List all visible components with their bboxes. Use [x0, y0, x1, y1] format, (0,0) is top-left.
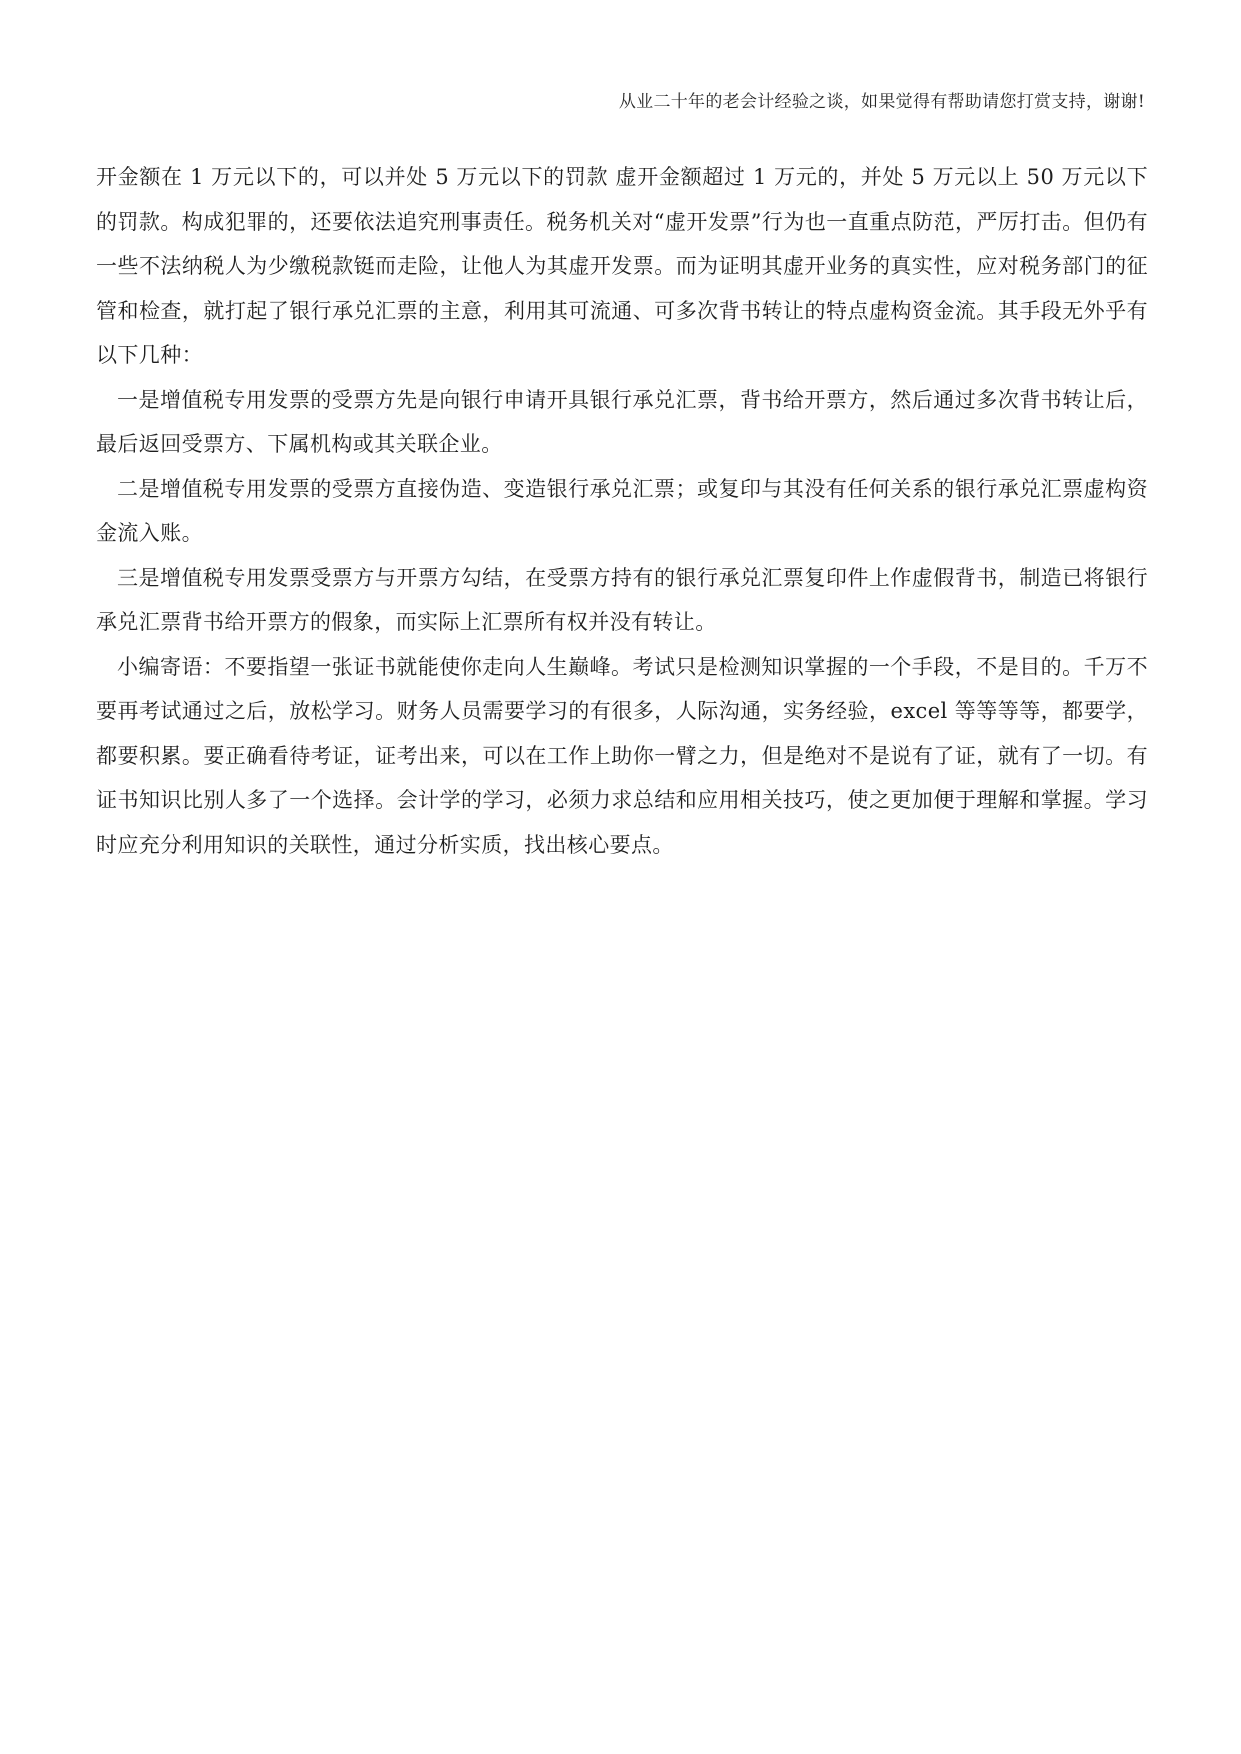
paragraph-method-three: 三是增值税专用发票受票方与开票方勾结，在受票方持有的银行承兑汇票复印件上作虚假背书，制造已将银行承兑汇票背书给开票方的假象，而实际上汇票所有权并没有转让。 — [96, 565, 1148, 634]
document-body — [96, 155, 1148, 867]
paragraph-continued: 开金额在 1 万元以下的，可以并处 5 万元以下的罚款 虚开金额超过 1 万元的，并处 5 万元以上 50 万元以下的罚款。构成犯罪的，还要依法追究刑事责任。税务机关对“虚开发票”行为也一直重点防范，严厉打击。但仍有一些不法纳税人为少缴税款铤而走险，让他人为其虚开发票。而为证明其虚开业务的真实性，应对税务部门的征管和检查，就打起了银行承兑汇票的主意，利用其可流通、可多次背书转让的特点虚构资金流。其手段无外乎有以下几种： — [96, 165, 1148, 367]
paragraph-editor-note: 小编寄语：不要指望一张证书就能使你走向人生巅峰。考试只是检测知识掌握的一个手段，不是目的。千万不要再考试通过之后，放松学习。财务人员需要学习的有很多，人际沟通，实务经验，excel 等等等等，都要学，都要积累。要正确看待考证，证考出来，可以在工作上助你一臂之力，但是绝对不是说有了证，就有了一切。有证书知识比别人多了一个选择。会计学的学习，必须力求总结和应用相关技巧，使之更加便于理解和掌握。学习时应充分利用知识的关联性，通过分析实质，找出核心要点。 — [96, 654, 1148, 857]
header-note: 从业二十年的老会计经验之谈，如果觉得有帮助请您打赏支持，谢谢! — [618, 92, 1145, 112]
paragraph-method-two: 二是增值税专用发票的受票方直接伪造、变造银行承兑汇票；或复印与其没有任何关系的银行承兑汇票虚构资金流入账。 — [96, 476, 1148, 545]
paragraph-method-one: 一是增值税专用发票的受票方先是向银行申请开具银行承兑汇票，背书给开票方，然后通过多次背书转让后，最后返回受票方、下属机构或其关联企业。 — [96, 387, 1148, 456]
